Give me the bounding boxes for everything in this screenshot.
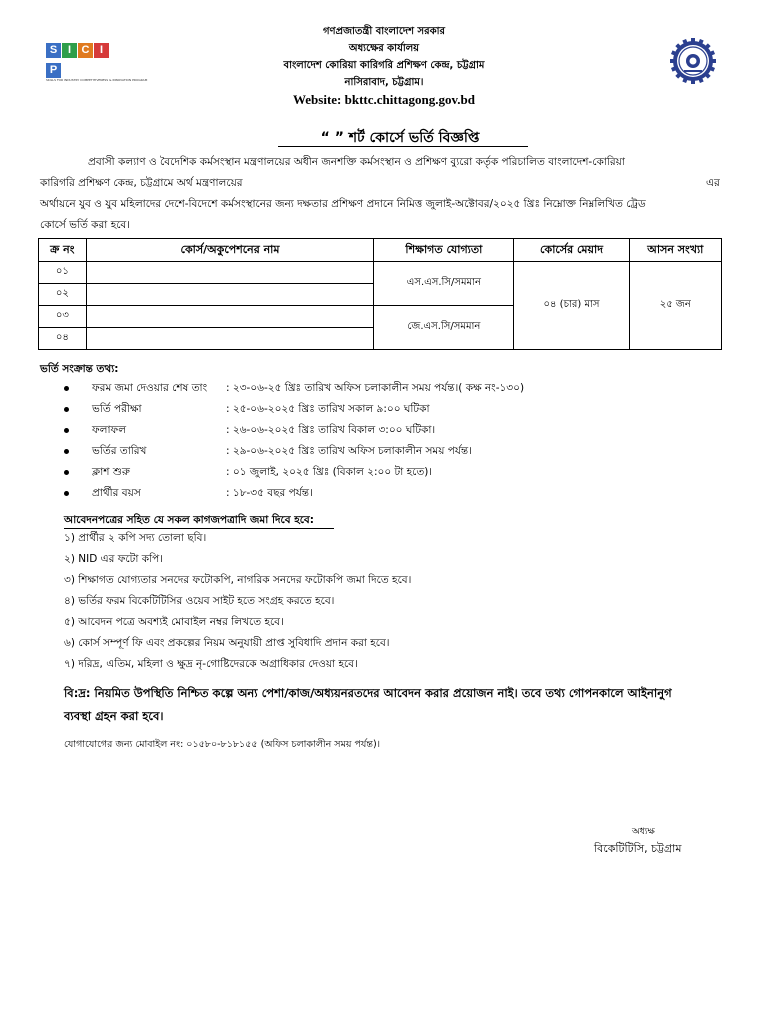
header-address: নাসিরাবাদ, চট্টগ্রাম। — [344, 77, 424, 88]
note-block — [64, 682, 724, 728]
list-item: ২) NID এর ফটো কপি। — [64, 553, 163, 565]
intro-line-4: কোর্সে ভর্তি করা হবে। — [40, 219, 131, 231]
list-item: ৬) কোর্স সম্পূর্ণ ফি এবং প্রকল্পের নিয়ম অনুযায়ী প্রাপ্ত সুবিধাদি প্রদান করা হবে। — [64, 637, 390, 649]
admission-item-value: : ২৩-০৬-২৫ খ্রিঃ তারিখ অফিস চলাকালীন সময় পর্যন্ত।( কক্ষ নং-১৩০) — [226, 382, 525, 394]
bullet-icon — [64, 449, 69, 454]
course-name-cell — [86, 284, 374, 306]
admission-item-value: : ২৯-০৬-২০২৫ খ্রিঃ তারিখ অফিস চলাকালীন সময় পর্যন্ত। — [226, 445, 472, 457]
table-row — [39, 262, 722, 284]
course-name-cell — [86, 262, 374, 284]
col-header-serial: ক্র নং — [39, 239, 87, 262]
bullet-icon — [64, 386, 69, 391]
admission-item-value: : ২৫-০৬-২০২৫ খ্রিঃ তারিখ সকাল ৯:০০ ঘটিকা — [226, 403, 430, 415]
list-item: ৩) শিক্ষাগত যোগ্যতার সনদের ফটোকপি, নাগরিক সনদের ফটোকপি জমা দিতে হবে। — [64, 574, 412, 586]
admission-item-label: ক্লাশ শুরু — [92, 466, 130, 478]
sicip-logo-letter: S — [46, 43, 61, 58]
sicip-logo-letter: P — [46, 63, 61, 78]
qualification-cell: এস.এস.সি/সমমান — [374, 262, 514, 306]
note-line-2: ব্যবস্থা গ্রহন করা হবে। — [64, 709, 164, 723]
serial-cell: ০৪ — [39, 328, 87, 350]
header-institute: বাংলাদেশ কোরিয়া কারিগরি প্রশিক্ষণ কেন্দ্র, চট্টগ্রাম — [283, 60, 485, 71]
course-table — [38, 238, 722, 350]
note-line-1: বি:দ্র: নিয়মিত উপস্থিতি নিশ্চিত কল্পে অন্য পেশা/কাজ/অধ্যয়নরতদের আবেদন করার প্রয়োজন নাই। তবে তথ্য গোপনকালে আইনানুগ — [64, 686, 672, 700]
col-header-duration: কোর্সের মেয়াদ — [514, 239, 629, 262]
course-name-cell — [86, 328, 374, 350]
signature-title: অধ্যক্ষ — [632, 827, 655, 837]
title-underline — [278, 146, 528, 147]
sicip-logo-letters — [46, 38, 124, 78]
col-header-qualification: শিক্ষাগত যোগ্যতা — [374, 239, 514, 262]
contact-info: যোগাযোগের জন্য মোবাইল নং: ০১৫৮০-৮১৮১৫৫ (অফিস চলাকালীন সময় পর্যন্ত)। — [64, 739, 381, 750]
sicip-logo-letter: C — [78, 43, 93, 58]
serial-cell: ০১ — [39, 262, 87, 284]
sicip-logo-letter: I — [94, 43, 109, 58]
list-item — [50, 441, 730, 462]
intro-line-1: প্রবাসী কল্যাণ ও বৈদেশিক কর্মসংস্থান মন্ত্রণালয়ের অধীন জনশক্তি কর্মসংস্থান ও প্রশিক্ষণ ব্যুরো কর্তৃক পরিচালিত বাংলাদেশ-কোরিয়া — [88, 156, 625, 168]
admission-item-label: ফলাফল — [92, 424, 127, 436]
serial-cell: ০২ — [39, 284, 87, 306]
sicip-logo — [46, 38, 148, 82]
seats-cell: ২৫ জন — [629, 262, 721, 350]
bullet-icon — [64, 428, 69, 433]
bullet-icon — [64, 491, 69, 496]
gear-seal-icon — [668, 36, 718, 86]
list-item: ৭) দরিদ্র, এতিম, মহিলা ও ক্ষুদ্র নৃ-গোষ্টিদেরকে অগ্রাধিকার দেওয়া হবে। — [64, 658, 358, 670]
admission-item-label: প্রার্থীর বয়স — [92, 487, 141, 499]
list-item — [50, 483, 730, 504]
duration-cell: ০৪ (চার) মাস — [514, 262, 629, 350]
header-office: অধ্যক্ষের কার্যালয় — [348, 43, 420, 54]
admission-item-label: ভর্তি পরীক্ষা — [92, 403, 142, 415]
documents-list — [64, 528, 411, 675]
admission-item-label: ফরম জমা দেওয়ার শেষ তাং — [92, 382, 208, 394]
course-name-cell — [86, 306, 374, 328]
list-item: ৪) ভর্তির ফরম বিকেটিটিসির ওয়েব সাইট হতে সংগ্রহ করতে হবে। — [64, 595, 335, 607]
admission-item-label: ভর্তির তারিখ — [92, 445, 147, 457]
list-item: ১) প্রার্থীর ২ কপি সদ্য তোলা ছবি। — [64, 532, 207, 544]
admission-item-value: : ০১ জুলাই, ২০২৫ খ্রিঃ (বিকাল ২:০০ টা হতে)। — [226, 466, 433, 478]
intro-line-2: কারিগরি প্রশিক্ষণ কেন্দ্র, চট্টগ্রামে অর্থ মন্ত্রণালয়ের — [40, 177, 243, 189]
sicip-logo-subtitle: SKILLS FOR INDUSTRY COMPETITIVENESS & INNOVATION PROGRAM — [46, 78, 148, 82]
qualification-cell: জে.এস.সি/সমমান — [374, 306, 514, 350]
list-item — [50, 420, 730, 441]
admission-item-value: : ২৬-০৬-২০২৫ খ্রিঃ তারিখ বিকাল ৩:০০ ঘটিকা। — [226, 424, 436, 436]
signature-organization: বিকেটিটিসি, চট্টগ্রাম — [594, 842, 682, 855]
admission-info-label: ভর্তি সংক্রান্ত তথ্য: — [40, 363, 119, 375]
col-header-seats: আসন সংখ্যা — [629, 239, 721, 262]
sicip-logo-letter: I — [62, 43, 77, 58]
serial-cell: ০৩ — [39, 306, 87, 328]
bullet-icon — [64, 407, 69, 412]
bullet-icon — [64, 470, 69, 475]
list-item — [50, 462, 730, 483]
list-item — [50, 378, 730, 399]
header-website: Website: bkttc.chittagong.gov.bd — [292, 92, 475, 107]
list-item — [50, 399, 730, 420]
intro-line-3: অর্থায়নে যুব ও যুব মহিলাদের দেশে-বিদেশে কর্মসংস্থানের জন্য দক্ষতার প্রশিক্ষণ প্রদানে নিমিত্ত জুলাই-অক্টোবর/২০২৫ খ্রিঃ নিম্নোক্ত নিম্নলিখিত ট্রেড — [40, 198, 646, 210]
admission-item-value: : ১৮-৩৫ বছর পর্যন্ত। — [226, 487, 313, 499]
documents-heading: আবেদনপত্রের সহিত যে সকল কাগজপত্রাদি জমা দিবে হবে: — [64, 514, 314, 526]
list-item: ৫) আবেদন পত্রে অবশ্যই মোবাইল নম্বর লিখতে হবে। — [64, 616, 284, 628]
intro-line-2-end: এর — [706, 177, 720, 189]
notice-title: “ ” শর্ট কোর্সে ভর্তি বিজ্ঞপ্তি — [320, 130, 480, 146]
col-header-course: কোর্স/অকুপেশনের নাম — [86, 239, 374, 262]
table-header-row — [39, 239, 722, 262]
admission-info-list — [50, 378, 730, 504]
header-government: গণপ্রজাতন্ত্রী বাংলাদেশ সরকার — [323, 26, 445, 37]
